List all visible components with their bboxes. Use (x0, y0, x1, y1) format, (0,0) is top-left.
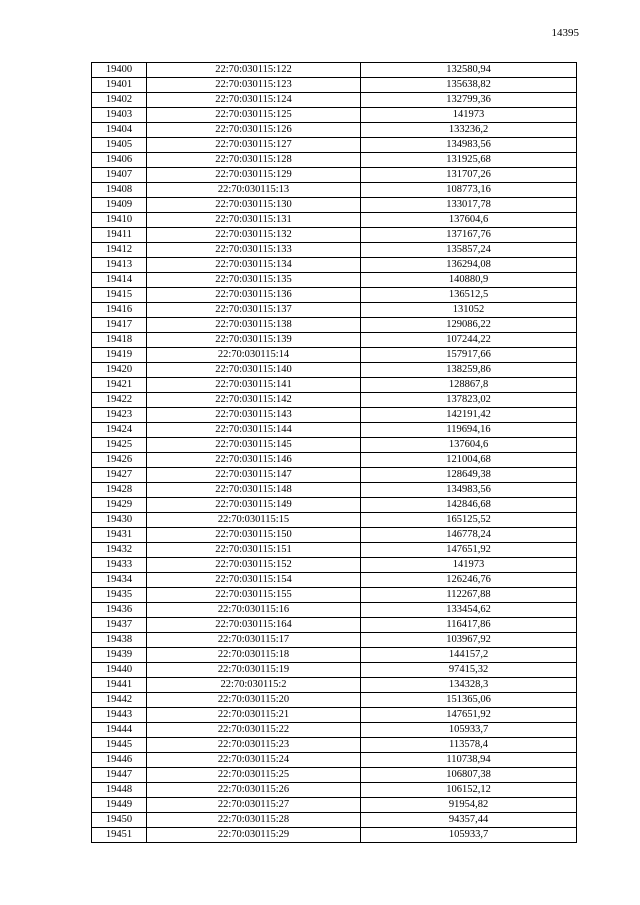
cadastral-number-cell: 22:70:030115:128 (147, 153, 361, 168)
cadastral-number-cell: 22:70:030115:133 (147, 243, 361, 258)
value-cell: 105933,7 (361, 828, 577, 843)
value-cell: 146778,24 (361, 528, 577, 543)
row-number-cell: 19425 (92, 438, 147, 453)
row-number-cell: 19451 (92, 828, 147, 843)
value-cell: 106807,38 (361, 768, 577, 783)
cadastral-number-cell: 22:70:030115:135 (147, 273, 361, 288)
value-cell: 134983,56 (361, 138, 577, 153)
row-number-cell: 19413 (92, 258, 147, 273)
value-cell: 103967,92 (361, 633, 577, 648)
value-cell: 131052 (361, 303, 577, 318)
table-row (92, 138, 577, 153)
table-row (92, 483, 577, 498)
table-row (92, 723, 577, 738)
row-number-cell: 19426 (92, 453, 147, 468)
row-number-cell: 19414 (92, 273, 147, 288)
cadastral-number-cell: 22:70:030115:134 (147, 258, 361, 273)
cadastral-number-cell: 22:70:030115:152 (147, 558, 361, 573)
row-number-cell: 19404 (92, 123, 147, 138)
row-number-cell: 19438 (92, 633, 147, 648)
table-row (92, 78, 577, 93)
cadastral-number-cell: 22:70:030115:142 (147, 393, 361, 408)
row-number-cell: 19449 (92, 798, 147, 813)
row-number-cell: 19434 (92, 573, 147, 588)
cadastral-number-cell: 22:70:030115:26 (147, 783, 361, 798)
cadastral-number-cell: 22:70:030115:129 (147, 168, 361, 183)
value-cell: 133454,62 (361, 603, 577, 618)
table-row (92, 318, 577, 333)
value-cell: 116417,86 (361, 618, 577, 633)
table-row (92, 258, 577, 273)
cadastral-number-cell: 22:70:030115:19 (147, 663, 361, 678)
value-cell: 135857,24 (361, 243, 577, 258)
cadastral-number-cell: 22:70:030115:144 (147, 423, 361, 438)
row-number-cell: 19400 (92, 63, 147, 78)
row-number-cell: 19446 (92, 753, 147, 768)
row-number-cell: 19427 (92, 468, 147, 483)
cadastral-number-cell: 22:70:030115:139 (147, 333, 361, 348)
table-row (92, 213, 577, 228)
cadastral-number-cell: 22:70:030115:27 (147, 798, 361, 813)
cadastral-number-cell: 22:70:030115:131 (147, 213, 361, 228)
cadastral-number-cell: 22:70:030115:148 (147, 483, 361, 498)
cadastral-number-cell: 22:70:030115:25 (147, 768, 361, 783)
row-number-cell: 19436 (92, 603, 147, 618)
cadastral-number-cell: 22:70:030115:155 (147, 588, 361, 603)
table-row (92, 348, 577, 363)
cadastral-number-cell: 22:70:030115:28 (147, 813, 361, 828)
row-number-cell: 19408 (92, 183, 147, 198)
cadastral-number-cell: 22:70:030115:22 (147, 723, 361, 738)
value-cell: 138259,86 (361, 363, 577, 378)
value-cell: 112267,88 (361, 588, 577, 603)
value-cell: 136512,5 (361, 288, 577, 303)
row-number-cell: 19447 (92, 768, 147, 783)
cadastral-number-cell: 22:70:030115:126 (147, 123, 361, 138)
table-row (92, 63, 577, 78)
value-cell: 106152,12 (361, 783, 577, 798)
row-number-cell: 19431 (92, 528, 147, 543)
value-cell: 105933,7 (361, 723, 577, 738)
value-cell: 147651,92 (361, 708, 577, 723)
cadastral-number-cell: 22:70:030115:149 (147, 498, 361, 513)
cadastral-number-cell: 22:70:030115:24 (147, 753, 361, 768)
table-row (92, 168, 577, 183)
cadastral-number-cell: 22:70:030115:14 (147, 348, 361, 363)
table-row (92, 378, 577, 393)
row-number-cell: 19416 (92, 303, 147, 318)
cadastral-number-cell: 22:70:030115:123 (147, 78, 361, 93)
table-row (92, 768, 577, 783)
table-row (92, 438, 577, 453)
value-cell: 135638,82 (361, 78, 577, 93)
row-number-cell: 19409 (92, 198, 147, 213)
table-row (92, 393, 577, 408)
row-number-cell: 19401 (92, 78, 147, 93)
cadastral-number-cell: 22:70:030115:20 (147, 693, 361, 708)
table-row (92, 93, 577, 108)
row-number-cell: 19403 (92, 108, 147, 123)
cadastral-number-cell: 22:70:030115:127 (147, 138, 361, 153)
row-number-cell: 19439 (92, 648, 147, 663)
value-cell: 140880,9 (361, 273, 577, 288)
table-row (92, 423, 577, 438)
row-number-cell: 19424 (92, 423, 147, 438)
value-cell: 108773,16 (361, 183, 577, 198)
value-cell: 137604,6 (361, 213, 577, 228)
row-number-cell: 19407 (92, 168, 147, 183)
row-number-cell: 19440 (92, 663, 147, 678)
table-row (92, 528, 577, 543)
cadastral-number-cell: 22:70:030115:124 (147, 93, 361, 108)
cadastral-number-cell: 22:70:030115:21 (147, 708, 361, 723)
table-row (92, 558, 577, 573)
page-number: 14395 (551, 27, 579, 39)
value-cell: 151365,06 (361, 693, 577, 708)
cadastral-number-cell: 22:70:030115:130 (147, 198, 361, 213)
value-cell: 113578,4 (361, 738, 577, 753)
row-number-cell: 19435 (92, 588, 147, 603)
row-number-cell: 19432 (92, 543, 147, 558)
cadastral-number-cell: 22:70:030115:137 (147, 303, 361, 318)
table-row (92, 498, 577, 513)
table-row (92, 198, 577, 213)
table-row (92, 243, 577, 258)
value-cell: 141973 (361, 108, 577, 123)
row-number-cell: 19420 (92, 363, 147, 378)
row-number-cell: 19442 (92, 693, 147, 708)
row-number-cell: 19433 (92, 558, 147, 573)
value-cell: 142846,68 (361, 498, 577, 513)
row-number-cell: 19417 (92, 318, 147, 333)
table-row (92, 588, 577, 603)
row-number-cell: 19422 (92, 393, 147, 408)
row-number-cell: 19448 (92, 783, 147, 798)
row-number-cell: 19445 (92, 738, 147, 753)
table-row (92, 813, 577, 828)
value-cell: 144157,2 (361, 648, 577, 663)
table-row (92, 603, 577, 618)
cadastral-number-cell: 22:70:030115:146 (147, 453, 361, 468)
table-row (92, 468, 577, 483)
table-row (92, 618, 577, 633)
row-number-cell: 19430 (92, 513, 147, 528)
table-row (92, 633, 577, 648)
cadastral-number-cell: 22:70:030115:122 (147, 63, 361, 78)
cadastral-number-cell: 22:70:030115:145 (147, 438, 361, 453)
table-row (92, 303, 577, 318)
cadastral-number-cell: 22:70:030115:143 (147, 408, 361, 423)
row-number-cell: 19444 (92, 723, 147, 738)
table-row (92, 573, 577, 588)
table-row (92, 513, 577, 528)
value-cell: 147651,92 (361, 543, 577, 558)
cadastral-number-cell: 22:70:030115:15 (147, 513, 361, 528)
value-cell: 134983,56 (361, 483, 577, 498)
value-cell: 165125,52 (361, 513, 577, 528)
value-cell: 107244,22 (361, 333, 577, 348)
table-body (92, 63, 577, 843)
value-cell: 91954,82 (361, 798, 577, 813)
table-row (92, 228, 577, 243)
row-number-cell: 19415 (92, 288, 147, 303)
cadastral-number-cell: 22:70:030115:29 (147, 828, 361, 843)
cadastral-number-cell: 22:70:030115:154 (147, 573, 361, 588)
value-cell: 94357,44 (361, 813, 577, 828)
table-row (92, 108, 577, 123)
row-number-cell: 19402 (92, 93, 147, 108)
table-row (92, 798, 577, 813)
row-number-cell: 19421 (92, 378, 147, 393)
cadastral-number-cell: 22:70:030115:138 (147, 318, 361, 333)
value-cell: 126246,76 (361, 573, 577, 588)
row-number-cell: 19411 (92, 228, 147, 243)
row-number-cell: 19418 (92, 333, 147, 348)
row-number-cell: 19419 (92, 348, 147, 363)
cadastral-number-cell: 22:70:030115:140 (147, 363, 361, 378)
row-number-cell: 19410 (92, 213, 147, 228)
table-row (92, 693, 577, 708)
value-cell: 132799,36 (361, 93, 577, 108)
table-row (92, 783, 577, 798)
row-number-cell: 19405 (92, 138, 147, 153)
value-cell: 157917,66 (361, 348, 577, 363)
value-cell: 137823,02 (361, 393, 577, 408)
row-number-cell: 19437 (92, 618, 147, 633)
value-cell: 119694,16 (361, 423, 577, 438)
table-row (92, 663, 577, 678)
table-row (92, 408, 577, 423)
table-row (92, 453, 577, 468)
cadastral-number-cell: 22:70:030115:150 (147, 528, 361, 543)
value-cell: 131925,68 (361, 153, 577, 168)
cadastral-number-cell: 22:70:030115:147 (147, 468, 361, 483)
table-row (92, 708, 577, 723)
row-number-cell: 19428 (92, 483, 147, 498)
cadastral-number-cell: 22:70:030115:136 (147, 288, 361, 303)
value-cell: 133236,2 (361, 123, 577, 138)
value-cell: 121004,68 (361, 453, 577, 468)
value-cell: 129086,22 (361, 318, 577, 333)
value-cell: 110738,94 (361, 753, 577, 768)
value-cell: 132580,94 (361, 63, 577, 78)
table-row (92, 828, 577, 843)
value-cell: 97415,32 (361, 663, 577, 678)
value-cell: 128649,38 (361, 468, 577, 483)
value-cell: 134328,3 (361, 678, 577, 693)
cadastral-number-cell: 22:70:030115:151 (147, 543, 361, 558)
row-number-cell: 19412 (92, 243, 147, 258)
table-row (92, 363, 577, 378)
cadastral-number-cell: 22:70:030115:18 (147, 648, 361, 663)
row-number-cell: 19423 (92, 408, 147, 423)
value-cell: 133017,78 (361, 198, 577, 213)
table-row (92, 678, 577, 693)
table-row (92, 273, 577, 288)
table-row (92, 183, 577, 198)
value-cell: 136294,08 (361, 258, 577, 273)
cadastral-number-cell: 22:70:030115:16 (147, 603, 361, 618)
row-number-cell: 19441 (92, 678, 147, 693)
cadastral-number-cell: 22:70:030115:13 (147, 183, 361, 198)
row-number-cell: 19450 (92, 813, 147, 828)
table-row (92, 753, 577, 768)
cadastral-number-cell: 22:70:030115:17 (147, 633, 361, 648)
row-number-cell: 19406 (92, 153, 147, 168)
value-cell: 142191,42 (361, 408, 577, 423)
value-cell: 137604,6 (361, 438, 577, 453)
cadastral-number-cell: 22:70:030115:132 (147, 228, 361, 243)
cadastral-number-cell: 22:70:030115:2 (147, 678, 361, 693)
value-cell: 131707,26 (361, 168, 577, 183)
row-number-cell: 19429 (92, 498, 147, 513)
data-table (91, 62, 577, 843)
table-row (92, 648, 577, 663)
cadastral-number-cell: 22:70:030115:164 (147, 618, 361, 633)
value-cell: 128867,8 (361, 378, 577, 393)
cadastral-number-cell: 22:70:030115:141 (147, 378, 361, 393)
table-row (92, 288, 577, 303)
value-cell: 137167,76 (361, 228, 577, 243)
table-row (92, 543, 577, 558)
row-number-cell: 19443 (92, 708, 147, 723)
table-row (92, 153, 577, 168)
cadastral-number-cell: 22:70:030115:125 (147, 108, 361, 123)
table-row (92, 738, 577, 753)
cadastral-number-cell: 22:70:030115:23 (147, 738, 361, 753)
table-row (92, 333, 577, 348)
value-cell: 141973 (361, 558, 577, 573)
table-row (92, 123, 577, 138)
